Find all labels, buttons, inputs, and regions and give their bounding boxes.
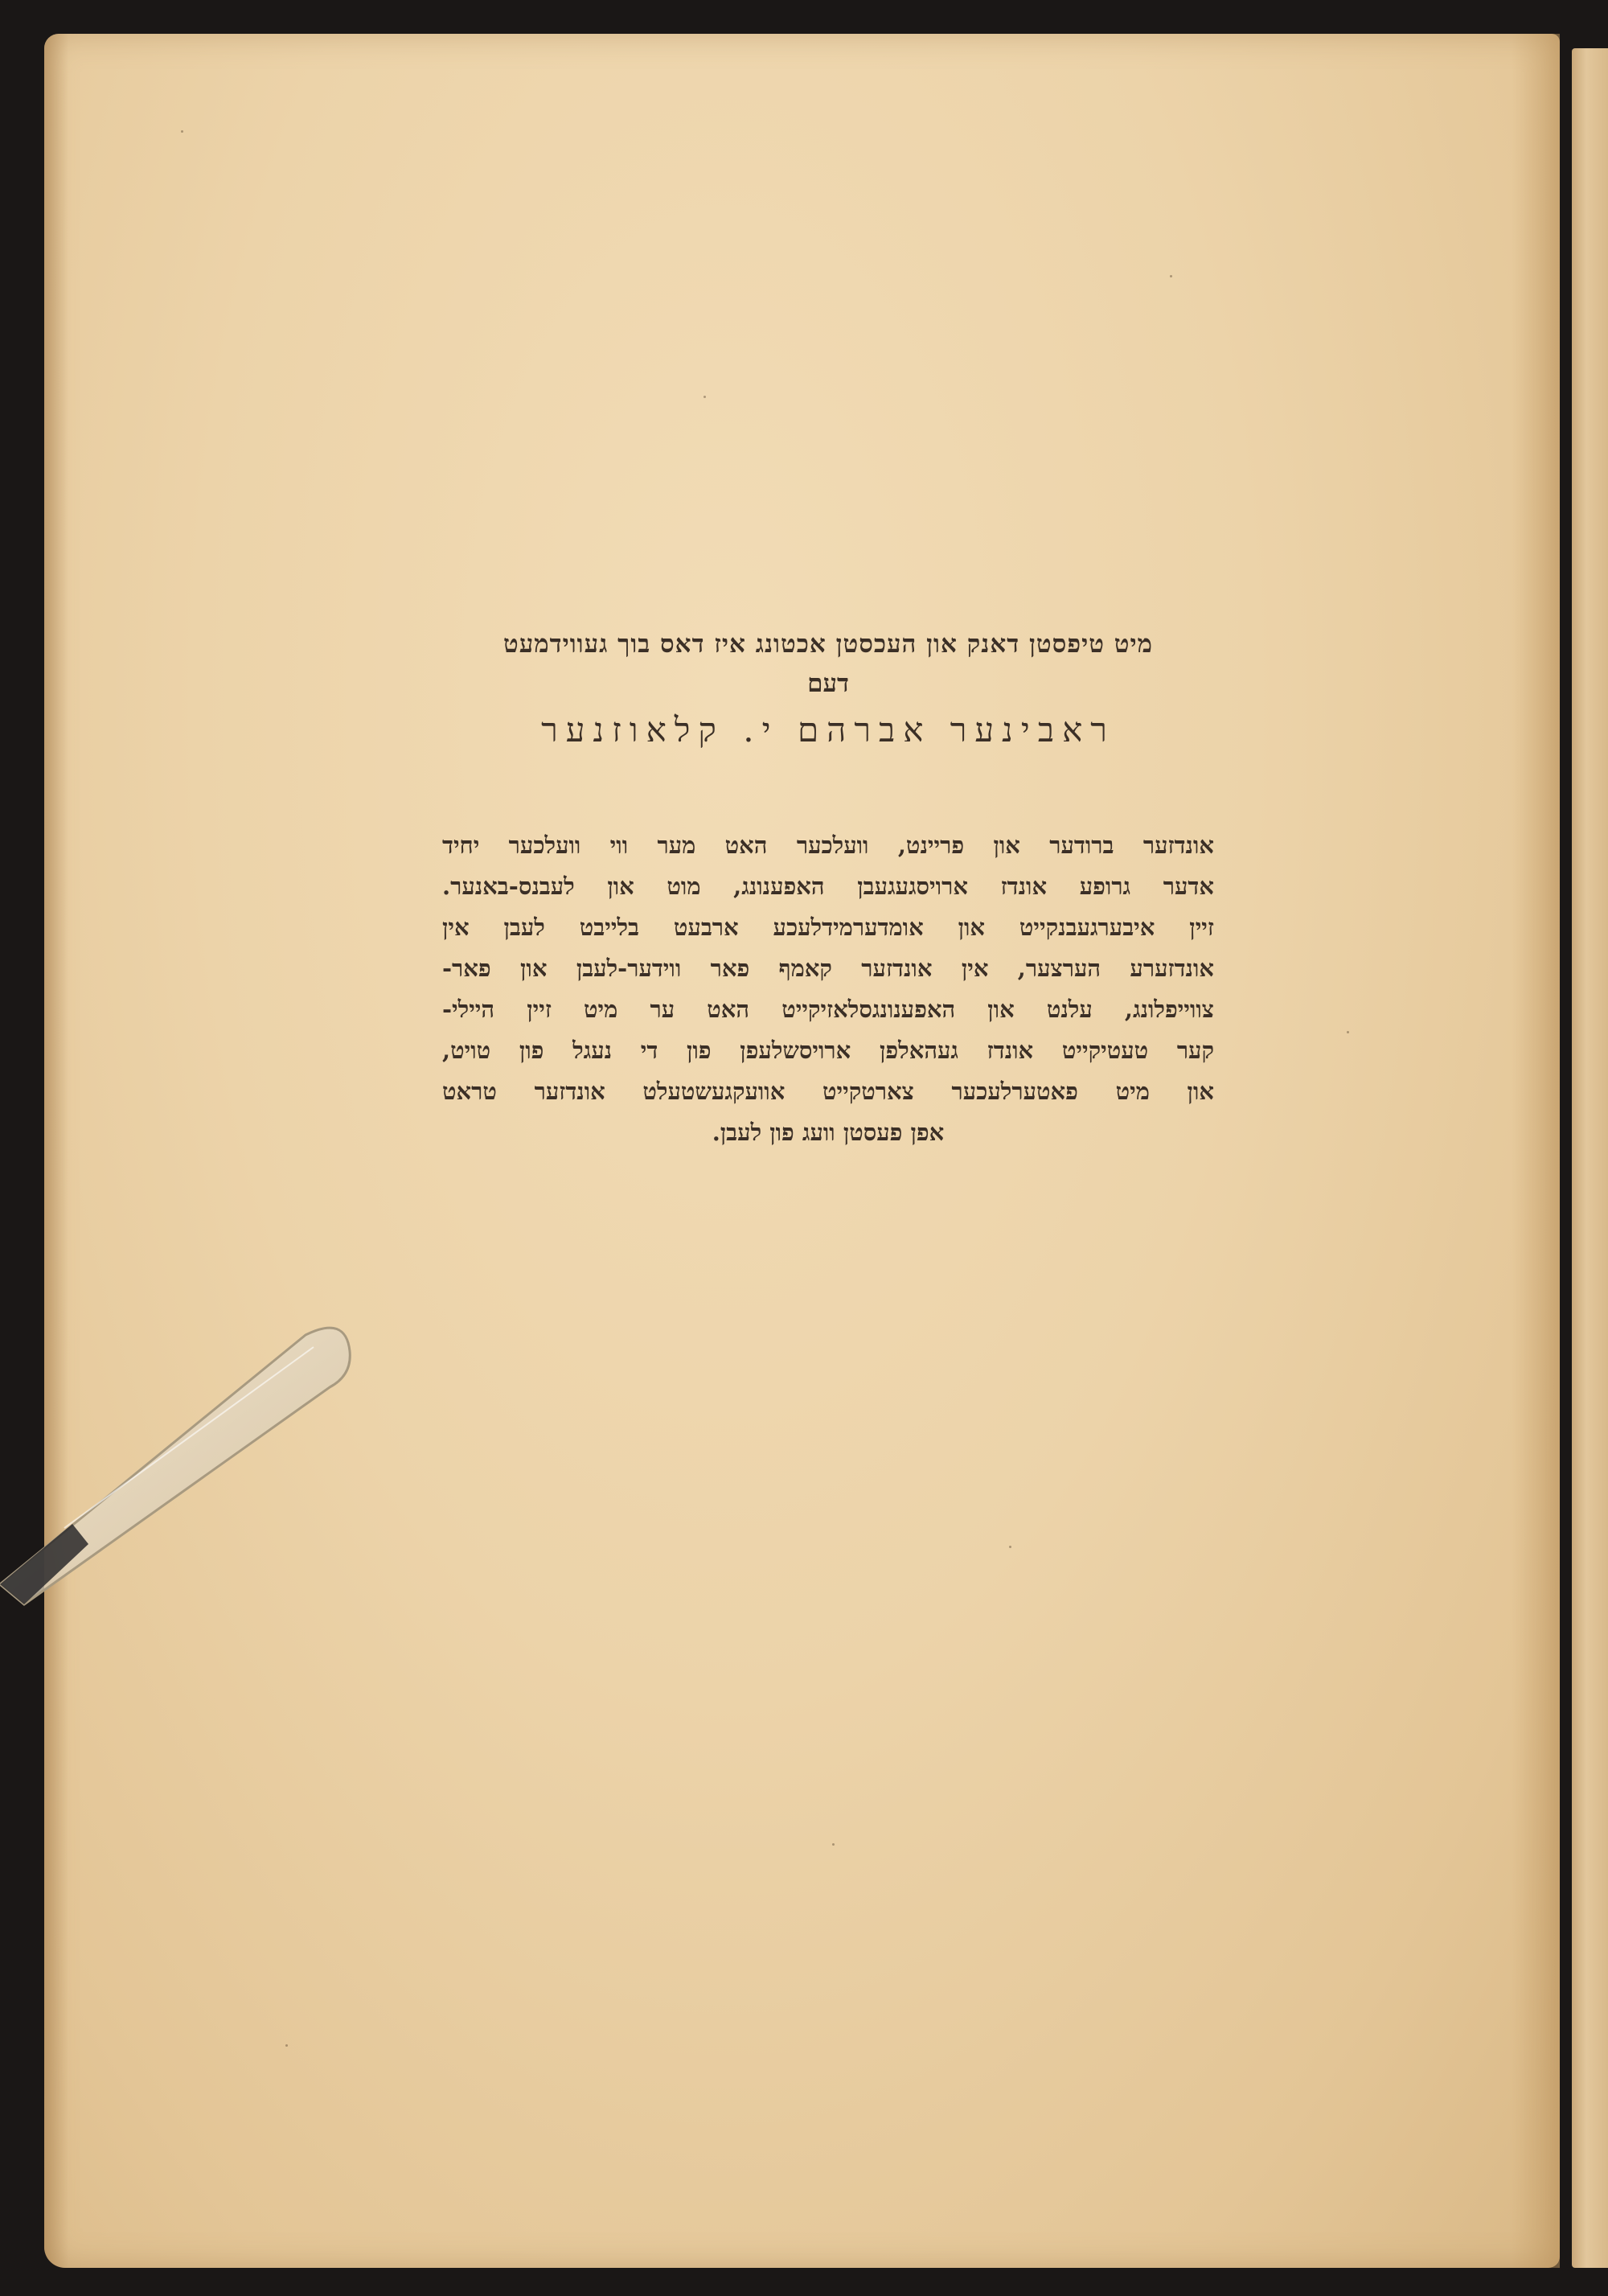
dedication-text-block [434,626,1222,1153]
paragraph-line: צווייפלונג, עלנט און האפענונגסלאזיקייט האט ער מיט זיין היילי- [442,996,1214,1023]
paragraph-line: און מיט פאטערלעכער צארטקייט אוועקגעשטעלט אונדזער טראט [442,1078,1214,1105]
paragraph-line: אדער גרופע אונדז ארויסגעגעבן האפענונג, מוט און לעבנס-באנער. [442,873,1214,900]
paragraph-line: זיין איבערגעבנקייט און אומדערמידלעכע ארבעט בלייבט לעבן אין [442,914,1214,941]
paragraph-line: אפן פעסטן וועג פון לעבן. [712,1119,945,1146]
page-left-edge [44,34,68,2268]
honoree-name: ראבינער אברהם י. קלאוזנער [541,710,1115,750]
next-page-edge [1572,48,1608,2268]
dedication-line: מיט טיפסטן דאנק און העכסטן אכטונג איז דאס בוך געווידמעט [503,630,1153,659]
paragraph-line: אונדזערע הערצער, אין אונדזער קאמף פאר ווידער-לעבן און פאר- [442,955,1214,982]
paragraph-line: קער טעטיקייט אונדז געהאלפן ארויסשלעפן פון די נעגל פון טויט, [442,1037,1214,1064]
dedication-paragraph [434,825,1222,1153]
dedication-dem: דעם [807,669,849,698]
page-right-shade [1512,34,1560,2268]
paragraph-line: אונדזער ברודער און פריינט, וועלכער האט מער ווי וועלכער יחיד [442,832,1214,859]
